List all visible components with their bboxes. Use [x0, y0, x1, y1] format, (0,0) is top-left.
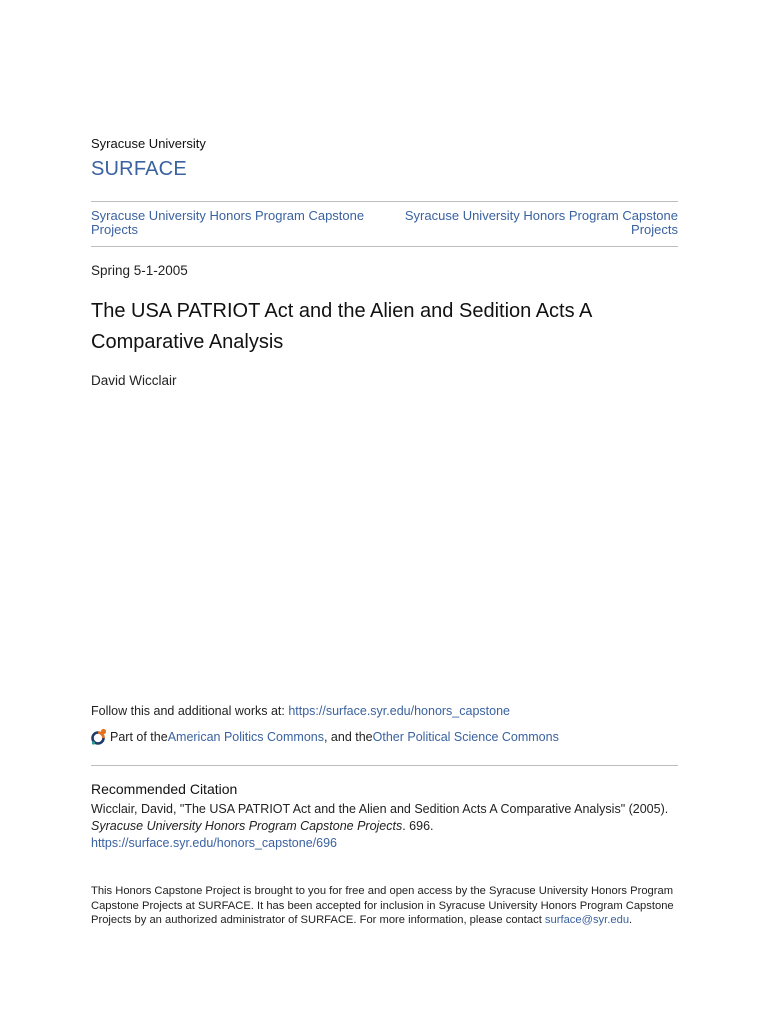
follow-url-link[interactable]: https://surface.syr.edu/honors_capstone	[288, 704, 510, 718]
network-commons-icon	[91, 728, 107, 746]
recommended-citation-heading: Recommended Citation	[91, 781, 238, 797]
series-link-left[interactable]: Syracuse University Honors Program Capstone Projects	[91, 208, 365, 237]
series-link-right[interactable]: Syracuse University Honors Program Capstone Projects	[404, 208, 678, 237]
access-notice	[91, 884, 681, 928]
other-political-science-commons-link[interactable]: Other Political Science Commons	[372, 730, 559, 744]
citation-url-link[interactable]: https://surface.syr.edu/honors_capstone/696	[91, 836, 337, 850]
citation-divider	[91, 765, 678, 766]
institution-name: Syracuse University	[91, 136, 206, 151]
american-politics-commons-link[interactable]: American Politics Commons	[167, 730, 324, 744]
surface-repository-link[interactable]: SURFACE	[91, 158, 187, 180]
follow-line	[91, 704, 510, 718]
follow-prefix: Follow this and additional works at:	[91, 704, 289, 718]
top-divider	[91, 201, 678, 202]
publication-date: Spring 5-1-2005	[91, 263, 188, 278]
citation-series: Syracuse University Honors Program Capstone Projects	[91, 819, 403, 833]
part-of-middle: , and the	[323, 730, 373, 744]
contact-email-link[interactable]: surface@syr.edu	[544, 914, 630, 926]
document-author: David Wicclair	[91, 373, 177, 388]
series-divider	[91, 246, 678, 247]
part-of-line	[91, 728, 559, 746]
citation-line: Wicclair, David, "The USA PATRIOT Act and the Alien and Sedition Acts A Comparative Analysis" (2005).	[91, 802, 669, 816]
notice-suffix: .	[629, 914, 633, 926]
part-of-prefix: Part of the	[110, 730, 168, 744]
document-title: The USA PATRIOT Act and the Alien and Sedition Acts A Comparative Analysis	[91, 300, 592, 353]
citation-block	[91, 801, 681, 852]
citation-series-line	[91, 818, 681, 835]
citation-number: . 696.	[402, 819, 434, 833]
notice-text: This Honors Capstone Project is brought to you for free and open access by the Syracuse University Honors Program Capstone Projects at SURFACE. It has been accepted for inclusion in Syracuse University Honors Program Capstone Projects by an authorized administrator of SURFACE. For more information, please contact	[91, 885, 674, 926]
